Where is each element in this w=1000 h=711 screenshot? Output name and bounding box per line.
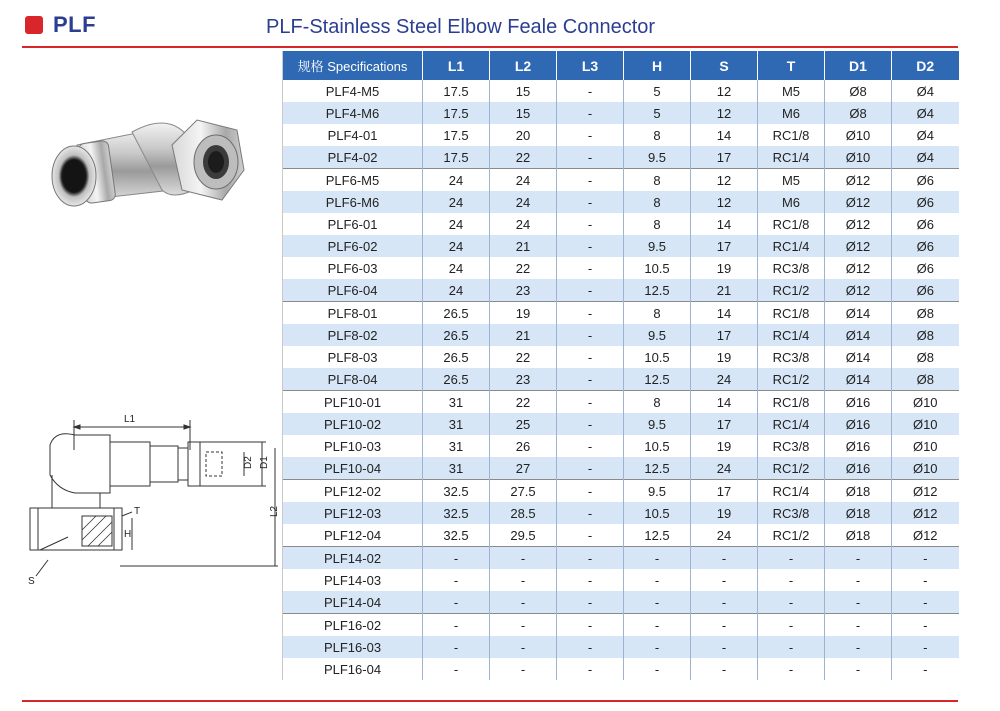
spec-value-cell: 23	[490, 368, 557, 391]
spec-value-cell: Ø8	[892, 302, 959, 325]
spec-value-cell: 12.5	[624, 457, 691, 480]
spec-value-cell: Ø14	[825, 346, 892, 368]
spec-value-cell: -	[624, 658, 691, 680]
table-row	[283, 279, 959, 302]
bottom-divider	[22, 700, 958, 702]
spec-value-cell: Ø4	[892, 124, 959, 146]
spec-model-cell: PLF10-04	[283, 457, 423, 480]
spec-value-cell: 26.5	[423, 324, 490, 346]
spec-value-cell: 12.5	[624, 279, 691, 302]
spec-value-cell: 24	[490, 169, 557, 192]
spec-value-cell: -	[557, 658, 624, 680]
spec-value-cell: -	[423, 569, 490, 591]
spec-value-cell: 24	[423, 279, 490, 302]
spec-value-cell: Ø10	[825, 146, 892, 169]
spec-value-cell: RC1/8	[758, 124, 825, 146]
top-divider	[22, 46, 958, 48]
spec-value-cell: 21	[490, 324, 557, 346]
spec-model-cell: PLF10-01	[283, 391, 423, 414]
spec-value-cell: RC1/8	[758, 302, 825, 325]
spec-value-cell: -	[557, 502, 624, 524]
table-header-row	[283, 51, 959, 80]
spec-value-cell: -	[557, 146, 624, 169]
spec-model-cell: PLF8-03	[283, 346, 423, 368]
spec-value-cell: 31	[423, 457, 490, 480]
spec-value-cell: 19	[691, 257, 758, 279]
spec-value-cell: 32.5	[423, 480, 490, 503]
column-header: S	[691, 51, 758, 80]
spec-value-cell: 24	[423, 169, 490, 192]
spec-value-cell: 8	[624, 169, 691, 192]
spec-value-cell: -	[423, 591, 490, 614]
spec-model-cell: PLF14-04	[283, 591, 423, 614]
table-row	[283, 502, 959, 524]
spec-value-cell: 12.5	[624, 524, 691, 547]
spec-value-cell: -	[557, 80, 624, 102]
spec-value-cell: -	[825, 547, 892, 570]
table-row	[283, 569, 959, 591]
column-header: D1	[825, 51, 892, 80]
spec-value-cell: -	[557, 591, 624, 614]
spec-value-cell: Ø8	[892, 368, 959, 391]
spec-value-cell: M6	[758, 102, 825, 124]
spec-value-cell: M6	[758, 191, 825, 213]
spec-value-cell: -	[557, 457, 624, 480]
spec-value-cell: -	[892, 658, 959, 680]
spec-value-cell: -	[557, 279, 624, 302]
spec-value-cell: 12	[691, 169, 758, 192]
spec-value-cell: RC1/2	[758, 524, 825, 547]
spec-value-cell: RC1/2	[758, 368, 825, 391]
red-square-icon	[25, 16, 43, 34]
page-header	[0, 0, 1000, 50]
spec-model-cell: PLF6-03	[283, 257, 423, 279]
table-row	[283, 591, 959, 614]
spec-value-cell: Ø6	[892, 169, 959, 192]
spec-value-cell: 31	[423, 435, 490, 457]
spec-value-cell: M5	[758, 169, 825, 192]
spec-value-cell: -	[825, 636, 892, 658]
spec-value-cell: -	[557, 124, 624, 146]
spec-value-cell: 31	[423, 413, 490, 435]
spec-value-cell: -	[423, 547, 490, 570]
spec-value-cell: 10.5	[624, 346, 691, 368]
spec-value-cell: -	[490, 547, 557, 570]
spec-value-cell: Ø10	[892, 413, 959, 435]
spec-value-cell: -	[557, 191, 624, 213]
spec-value-cell: -	[624, 591, 691, 614]
spec-value-cell: 10.5	[624, 502, 691, 524]
spec-value-cell: 22	[490, 146, 557, 169]
spec-value-cell: -	[892, 569, 959, 591]
spec-value-cell: Ø12	[825, 169, 892, 192]
spec-value-cell: Ø16	[825, 457, 892, 480]
spec-value-cell: -	[557, 614, 624, 637]
table-row	[283, 191, 959, 213]
spec-value-cell: 17.5	[423, 124, 490, 146]
spec-value-cell: -	[691, 658, 758, 680]
spec-value-cell: -	[758, 547, 825, 570]
spec-value-cell: -	[423, 614, 490, 637]
spec-value-cell: Ø12	[825, 279, 892, 302]
spec-value-cell: -	[691, 569, 758, 591]
spec-value-cell: 24	[423, 257, 490, 279]
spec-value-cell: -	[758, 591, 825, 614]
spec-model-cell: PLF6-01	[283, 213, 423, 235]
spec-value-cell: -	[557, 413, 624, 435]
spec-value-cell: 12	[691, 102, 758, 124]
spec-value-cell: 10.5	[624, 435, 691, 457]
spec-value-cell: 8	[624, 213, 691, 235]
spec-value-cell: 32.5	[423, 502, 490, 524]
spec-table	[282, 51, 959, 680]
spec-value-cell: M5	[758, 80, 825, 102]
spec-value-cell: RC3/8	[758, 346, 825, 368]
table-row	[283, 213, 959, 235]
spec-value-cell: -	[557, 524, 624, 547]
spec-value-cell: -	[892, 614, 959, 637]
spec-value-cell: 20	[490, 124, 557, 146]
label-t: T	[134, 506, 141, 517]
table-row	[283, 124, 959, 146]
spec-value-cell: -	[557, 368, 624, 391]
table-row	[283, 302, 959, 325]
spec-value-cell: -	[892, 636, 959, 658]
spec-value-cell: Ø16	[825, 435, 892, 457]
product-photo	[22, 50, 262, 240]
spec-value-cell: 9.5	[624, 146, 691, 169]
spec-value-cell: -	[557, 235, 624, 257]
product-code: PLF	[53, 12, 97, 37]
spec-value-cell: 17.5	[423, 80, 490, 102]
spec-value-cell: RC1/4	[758, 146, 825, 169]
spec-value-cell: -	[624, 569, 691, 591]
spec-value-cell: 26.5	[423, 302, 490, 325]
spec-value-cell: -	[758, 569, 825, 591]
spec-value-cell: 17	[691, 235, 758, 257]
spec-value-cell: 9.5	[624, 480, 691, 503]
spec-value-cell: Ø4	[892, 102, 959, 124]
spec-value-cell: 26.5	[423, 346, 490, 368]
spec-value-cell: 26.5	[423, 368, 490, 391]
spec-value-cell: 21	[691, 279, 758, 302]
spec-model-cell: PLF6-02	[283, 235, 423, 257]
spec-value-cell: -	[825, 591, 892, 614]
column-header: L3	[557, 51, 624, 80]
spec-value-cell: Ø10	[892, 435, 959, 457]
spec-value-cell: Ø6	[892, 191, 959, 213]
spec-value-cell: 17	[691, 324, 758, 346]
spec-value-cell: Ø8	[892, 324, 959, 346]
spec-value-cell: Ø14	[825, 368, 892, 391]
spec-value-cell: 24	[691, 524, 758, 547]
spec-model-cell: PLF6-M5	[283, 169, 423, 192]
spec-model-cell: PLF4-M6	[283, 102, 423, 124]
table-body	[283, 80, 959, 680]
spec-value-cell: RC3/8	[758, 502, 825, 524]
spec-model-cell: PLF16-03	[283, 636, 423, 658]
spec-model-cell: PLF8-04	[283, 368, 423, 391]
spec-value-cell: Ø12	[825, 235, 892, 257]
spec-model-cell: PLF12-02	[283, 480, 423, 503]
spec-value-cell: -	[557, 324, 624, 346]
spec-value-cell: Ø10	[892, 391, 959, 414]
spec-value-cell: 24	[691, 368, 758, 391]
spec-value-cell: Ø8	[825, 80, 892, 102]
spec-value-cell: Ø8	[825, 102, 892, 124]
spec-model-cell: PLF4-M5	[283, 80, 423, 102]
table-row	[283, 368, 959, 391]
table-row	[283, 413, 959, 435]
spec-model-cell: PLF16-04	[283, 658, 423, 680]
spec-model-cell: PLF10-02	[283, 413, 423, 435]
spec-value-cell: 24	[423, 213, 490, 235]
spec-value-cell: RC1/4	[758, 413, 825, 435]
table-row	[283, 636, 959, 658]
spec-value-cell: Ø4	[892, 146, 959, 169]
spec-value-cell: RC3/8	[758, 257, 825, 279]
spec-value-cell: RC3/8	[758, 435, 825, 457]
table-row	[283, 169, 959, 192]
spec-model-cell: PLF4-02	[283, 146, 423, 169]
spec-value-cell: -	[557, 169, 624, 192]
spec-value-cell: 24	[490, 191, 557, 213]
spec-value-cell: 17.5	[423, 102, 490, 124]
spec-value-cell: 27	[490, 457, 557, 480]
table-row	[283, 480, 959, 503]
spec-value-cell: 19	[691, 502, 758, 524]
spec-value-cell: Ø6	[892, 235, 959, 257]
spec-value-cell: 12.5	[624, 368, 691, 391]
spec-value-cell: -	[892, 591, 959, 614]
spec-value-cell: 31	[423, 391, 490, 414]
spec-value-cell: Ø12	[892, 524, 959, 547]
spec-value-cell: 12	[691, 191, 758, 213]
spec-value-cell: 5	[624, 80, 691, 102]
spec-value-cell: Ø12	[825, 213, 892, 235]
spec-value-cell: 14	[691, 302, 758, 325]
spec-value-cell: 14	[691, 391, 758, 414]
spec-value-cell: 22	[490, 346, 557, 368]
page-title: PLF-Stainless Steel Elbow Feale Connector	[266, 16, 656, 38]
spec-value-cell: RC1/2	[758, 457, 825, 480]
table-row	[283, 257, 959, 279]
spec-value-cell: 12	[691, 80, 758, 102]
spec-model-cell: PLF12-04	[283, 524, 423, 547]
table-row	[283, 547, 959, 570]
label-d2: D2	[243, 456, 254, 469]
spec-value-cell: 29.5	[490, 524, 557, 547]
spec-value-cell: 17.5	[423, 146, 490, 169]
spec-value-cell: -	[557, 346, 624, 368]
spec-model-cell: PLF6-04	[283, 279, 423, 302]
table-row	[283, 435, 959, 457]
spec-value-cell: -	[490, 636, 557, 658]
spec-value-cell: 24	[691, 457, 758, 480]
spec-value-cell: -	[557, 435, 624, 457]
label-d1: D1	[259, 456, 270, 469]
table-row	[283, 391, 959, 414]
spec-value-cell: RC1/4	[758, 235, 825, 257]
spec-value-cell: 19	[691, 435, 758, 457]
spec-value-cell: -	[825, 569, 892, 591]
spec-value-cell: -	[423, 636, 490, 658]
spec-value-cell: Ø4	[892, 80, 959, 102]
spec-value-cell: Ø16	[825, 391, 892, 414]
spec-value-cell: -	[691, 636, 758, 658]
table-row	[283, 346, 959, 368]
spec-value-cell: RC1/4	[758, 480, 825, 503]
spec-value-cell: 19	[490, 302, 557, 325]
spec-value-cell: -	[490, 569, 557, 591]
column-header: L2	[490, 51, 557, 80]
spec-value-cell: -	[758, 614, 825, 637]
spec-value-cell: 23	[490, 279, 557, 302]
spec-value-cell: 8	[624, 191, 691, 213]
spec-value-cell: -	[557, 213, 624, 235]
spec-value-cell: Ø14	[825, 324, 892, 346]
spec-value-cell: 25	[490, 413, 557, 435]
spec-model-cell: PLF14-03	[283, 569, 423, 591]
spec-value-cell: Ø6	[892, 257, 959, 279]
spec-value-cell: -	[490, 658, 557, 680]
spec-value-cell: 5	[624, 102, 691, 124]
spec-value-cell: RC1/8	[758, 391, 825, 414]
spec-value-cell: 19	[691, 346, 758, 368]
table-row	[283, 80, 959, 102]
spec-value-cell: -	[691, 591, 758, 614]
spec-value-cell: 17	[691, 413, 758, 435]
table-row	[283, 614, 959, 637]
spec-value-cell: Ø12	[892, 502, 959, 524]
spec-value-cell: 8	[624, 391, 691, 414]
spec-value-cell: -	[624, 636, 691, 658]
spec-value-cell: 22	[490, 391, 557, 414]
label-s: S	[28, 576, 35, 587]
table-row	[283, 457, 959, 480]
column-header: T	[758, 51, 825, 80]
table-row	[283, 324, 959, 346]
label-l2: L2	[269, 505, 280, 517]
spec-value-cell: 17	[691, 146, 758, 169]
dimension-drawing	[0, 390, 280, 590]
spec-value-cell: -	[557, 547, 624, 570]
spec-value-cell: 10.5	[624, 257, 691, 279]
spec-value-cell: Ø18	[825, 480, 892, 503]
spec-value-cell: 8	[624, 124, 691, 146]
spec-value-cell: Ø12	[825, 257, 892, 279]
spec-value-cell: -	[557, 257, 624, 279]
spec-value-cell: 21	[490, 235, 557, 257]
spec-value-cell: 17	[691, 480, 758, 503]
spec-value-cell: -	[557, 480, 624, 503]
spec-model-cell: PLF14-02	[283, 547, 423, 570]
spec-value-cell: -	[490, 614, 557, 637]
spec-value-cell: 24	[423, 191, 490, 213]
spec-value-cell: 9.5	[624, 235, 691, 257]
spec-value-cell: 9.5	[624, 413, 691, 435]
spec-value-cell: Ø18	[825, 502, 892, 524]
column-header: 规格 Specifications	[283, 51, 423, 80]
spec-model-cell: PLF6-M6	[283, 191, 423, 213]
spec-value-cell: 15	[490, 80, 557, 102]
spec-value-cell: Ø10	[892, 457, 959, 480]
spec-value-cell: -	[557, 102, 624, 124]
spec-value-cell: 15	[490, 102, 557, 124]
spec-value-cell: -	[825, 614, 892, 637]
spec-value-cell: -	[624, 547, 691, 570]
spec-value-cell: 27.5	[490, 480, 557, 503]
spec-value-cell: 14	[691, 213, 758, 235]
column-header: D2	[892, 51, 959, 80]
spec-value-cell: Ø10	[825, 124, 892, 146]
spec-value-cell: Ø12	[892, 480, 959, 503]
spec-value-cell: -	[624, 614, 691, 637]
table-row	[283, 524, 959, 547]
spec-value-cell: -	[557, 302, 624, 325]
spec-value-cell: Ø12	[825, 191, 892, 213]
label-l1: L1	[124, 414, 136, 425]
spec-value-cell: 28.5	[490, 502, 557, 524]
spec-value-cell: 26	[490, 435, 557, 457]
spec-value-cell: RC1/8	[758, 213, 825, 235]
spec-value-cell: Ø14	[825, 302, 892, 325]
spec-value-cell: Ø18	[825, 524, 892, 547]
spec-value-cell: -	[557, 391, 624, 414]
spec-value-cell: -	[557, 636, 624, 658]
spec-value-cell: 8	[624, 302, 691, 325]
table-row	[283, 102, 959, 124]
label-h: H	[124, 529, 132, 540]
table-row	[283, 146, 959, 169]
spec-model-cell: PLF16-02	[283, 614, 423, 637]
spec-value-cell: -	[490, 591, 557, 614]
column-header: H	[624, 51, 691, 80]
spec-value-cell: 9.5	[624, 324, 691, 346]
table-row	[283, 658, 959, 680]
spec-value-cell: Ø6	[892, 213, 959, 235]
spec-value-cell: -	[825, 658, 892, 680]
spec-value-cell: 24	[423, 235, 490, 257]
spec-model-cell: PLF8-02	[283, 324, 423, 346]
spec-value-cell: Ø6	[892, 279, 959, 302]
spec-value-cell: Ø16	[825, 413, 892, 435]
spec-value-cell: -	[758, 636, 825, 658]
spec-value-cell: -	[892, 547, 959, 570]
spec-value-cell: -	[557, 569, 624, 591]
spec-model-cell: PLF12-03	[283, 502, 423, 524]
spec-value-cell: 14	[691, 124, 758, 146]
spec-model-cell: PLF4-01	[283, 124, 423, 146]
spec-value-cell: 24	[490, 213, 557, 235]
spec-value-cell: 32.5	[423, 524, 490, 547]
spec-value-cell: RC1/2	[758, 279, 825, 302]
spec-value-cell: Ø8	[892, 346, 959, 368]
spec-value-cell: -	[691, 547, 758, 570]
spec-value-cell: RC1/4	[758, 324, 825, 346]
spec-model-cell: PLF10-03	[283, 435, 423, 457]
spec-value-cell: -	[691, 614, 758, 637]
table-row	[283, 235, 959, 257]
spec-value-cell: -	[758, 658, 825, 680]
spec-value-cell: 22	[490, 257, 557, 279]
spec-model-cell: PLF8-01	[283, 302, 423, 325]
spec-value-cell: -	[423, 658, 490, 680]
column-header: L1	[423, 51, 490, 80]
